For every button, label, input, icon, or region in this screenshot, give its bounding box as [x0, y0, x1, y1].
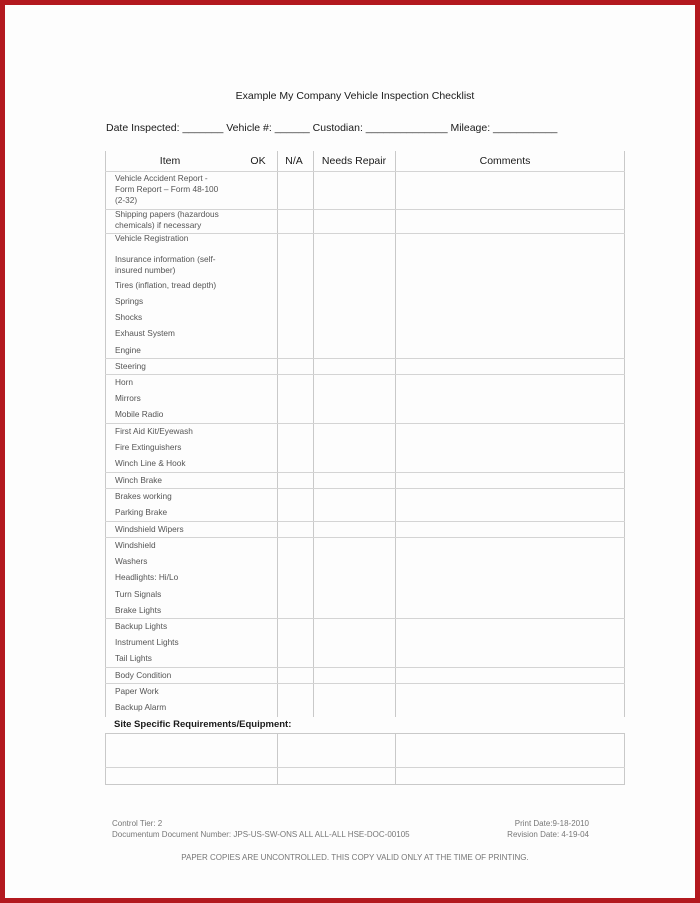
- item-row: Backup Alarm: [115, 702, 167, 712]
- site-requirements-table: [105, 733, 625, 785]
- item-row: Body Condition: [115, 670, 172, 680]
- item-row: Engine: [115, 345, 141, 355]
- row-divider: [105, 374, 625, 375]
- column-divider: [395, 734, 396, 784]
- inspection-table: [105, 151, 625, 717]
- item-row: Tail Lights: [115, 653, 152, 663]
- row-divider: [105, 171, 625, 172]
- item-row: Turn Signals: [115, 589, 162, 599]
- item-row: Windshield Wipers: [115, 524, 184, 534]
- item-row: Vehicle Accident Report - Form Report – Form 48-100 (2-32): [115, 173, 219, 205]
- revision-date: Revision Date: 4-19-04: [507, 830, 589, 839]
- row-divider: [105, 767, 625, 768]
- item-row: Backup Lights: [115, 621, 168, 631]
- header-na: N/A: [285, 155, 303, 167]
- column-divider: [624, 734, 625, 784]
- item-row: Winch Brake: [115, 475, 163, 485]
- print-date: Print Date:9-18-2010: [514, 819, 589, 828]
- item-row: First Aid Kit/Eyewash: [115, 426, 193, 436]
- site-requirements-title: Site Specific Requirements/Equipment:: [114, 719, 292, 730]
- item-row: Shocks: [115, 312, 143, 322]
- item-row: Tires (inflation, tread depth): [115, 280, 217, 290]
- uncontrolled-copy-notice: PAPER COPIES ARE UNCONTROLLED. THIS COPY VALID ONLY AT THE TIME OF PRINTING.: [181, 853, 529, 862]
- row-divider: [105, 472, 625, 473]
- header-needs-repair: Needs Repair: [321, 155, 387, 167]
- column-divider: [395, 151, 396, 717]
- column-divider: [277, 734, 278, 784]
- item-row: Springs: [115, 296, 144, 306]
- item-row: Instrument Lights: [115, 637, 179, 647]
- column-divider: [105, 734, 106, 784]
- page-title: Example My Company Vehicle Inspection Checklist: [235, 90, 475, 102]
- item-row: Shipping papers (hazardous chemicals) if necessary: [115, 209, 219, 230]
- item-row: Washers: [115, 556, 148, 566]
- row-divider: [105, 488, 625, 489]
- item-row: Exhaust System: [115, 328, 175, 338]
- item-row: Mobile Radio: [115, 409, 164, 419]
- header-comments: Comments: [479, 155, 531, 167]
- item-row: Brakes working: [115, 491, 172, 501]
- item-row: Parking Brake: [115, 507, 168, 517]
- column-divider: [313, 151, 314, 717]
- column-divider: [624, 151, 625, 717]
- item-row: Winch Line & Hook: [115, 458, 186, 468]
- header-ok: OK: [250, 155, 266, 167]
- item-row: Mirrors: [115, 393, 141, 403]
- row-divider: [105, 358, 625, 359]
- item-row: Brake Lights: [115, 605, 162, 615]
- item-row: Windshield: [115, 540, 156, 550]
- row-divider: [105, 667, 625, 668]
- row-divider: [105, 423, 625, 424]
- inspection-info-line: Date Inspected: _______ Vehicle #: ______ Custodian: ______________ Mileage: ___________: [106, 122, 558, 134]
- row-divider: [105, 537, 625, 538]
- header-item: Item: [159, 155, 181, 167]
- column-divider: [277, 151, 278, 717]
- item-row: Fire Extinguishers: [115, 442, 182, 452]
- column-divider: [105, 151, 106, 717]
- row-divider: [105, 618, 625, 619]
- row-divider: [105, 521, 625, 522]
- document-number: Documentum Document Number: JPS-US-SW-ONS ALL ALL-ALL HSE-DOC-00105: [112, 830, 410, 839]
- item-row: Vehicle Registration: [115, 233, 189, 243]
- item-row: Steering: [115, 361, 146, 371]
- item-row: Insurance information (self- insured number): [115, 254, 216, 275]
- item-row: Headlights: Hi/Lo: [115, 572, 179, 582]
- item-row: Paper Work: [115, 686, 159, 696]
- row-divider: [105, 683, 625, 684]
- item-row: Horn: [115, 377, 133, 387]
- control-tier: Control Tier: 2: [112, 819, 163, 828]
